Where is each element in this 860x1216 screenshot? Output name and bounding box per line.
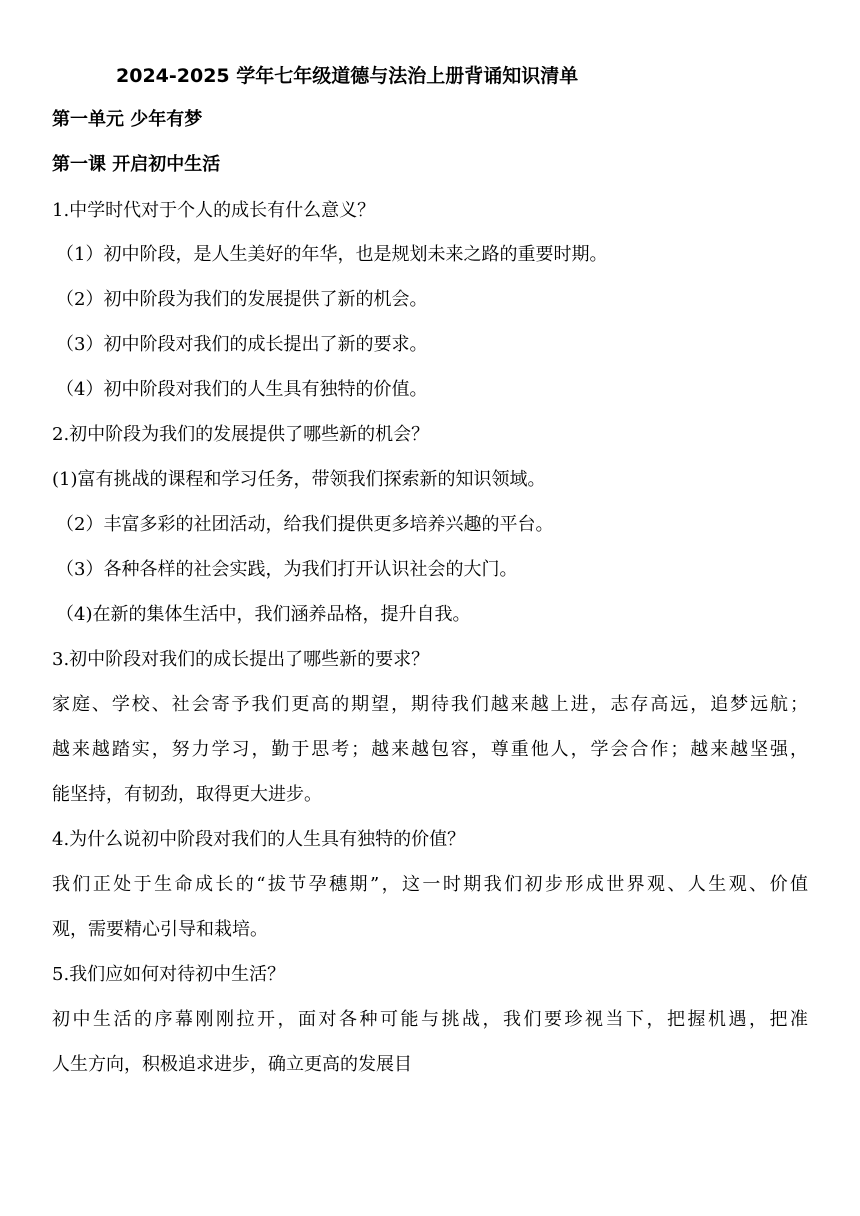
question-4: 4.为什么说初中阶段对我们的人生具有独特的价值？ [52,829,466,850]
question-1: 1.中学时代对于个人的成长有什么意义？ [52,200,376,221]
answer-paragraph-line: 家庭、学校、社会寄予我们更高的期望，期待我们越来越上进，志存高远，追梦远航； [52,694,808,715]
question-3: 3.初中阶段对我们的成长提出了哪些新的要求？ [52,649,430,670]
answer-item: （4)在新的集体生活中，我们涵养品格，提升自我。 [56,604,471,625]
answer-item: （3）初中阶段对我们的成长提出了新的要求。 [56,334,428,355]
answer-item: （4）初中阶段对我们的人生具有独特的价值。 [56,379,428,400]
answer-paragraph-line: 能坚持，有韧劲，取得更大进步。 [52,784,322,805]
answer-paragraph-line: 初中生活的序幕刚刚拉开，面对各种可能与挑战，我们要珍视当下，把握机遇，把准 [52,1009,808,1030]
answer-paragraph-line: 我们正处于生命成长的“拔节孕穗期”，这一时期我们初步形成世界观、人生观、价值 [52,874,808,895]
unit-heading: 第一单元 少年有梦 [52,109,203,130]
question-5: 5.我们应如何对待初中生活？ [52,964,286,985]
answer-item: （3）各种各样的社会实践，为我们打开认识社会的大门。 [56,559,518,580]
answer-paragraph-line: 越来越踏实，努力学习，勤于思考；越来越包容，尊重他人，学会合作；越来越坚强， [52,739,808,760]
answer-item: (1)富有挑战的课程和学习任务，带领我们探索新的知识领域。 [52,469,546,490]
answer-item: （2）初中阶段为我们的发展提供了新的机会。 [56,289,428,310]
question-2: 2.初中阶段为我们的发展提供了哪些新的机会？ [52,424,430,445]
document-title: 2024-2025 学年七年级道德与法治上册背诵知识清单 [116,65,579,87]
answer-item: （1）初中阶段，是人生美好的年华，也是规划未来之路的重要时期。 [56,244,608,265]
answer-paragraph-line: 人生方向，积极追求进步，确立更高的发展目 [52,1054,412,1075]
lesson-heading: 第一课 开启初中生活 [52,154,221,175]
answer-item: （2）丰富多彩的社团活动，给我们提供更多培养兴趣的平台。 [56,514,554,535]
answer-paragraph-line: 观，需要精心引导和栽培。 [52,919,268,940]
